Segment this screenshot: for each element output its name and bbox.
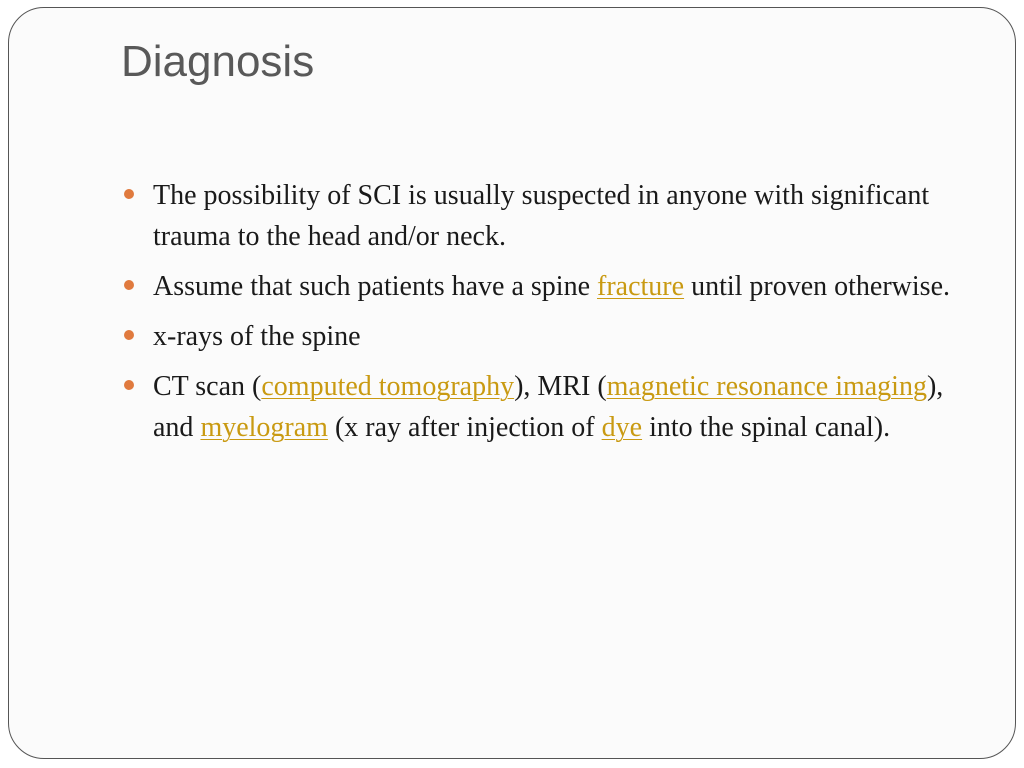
slide-title: Diagnosis bbox=[121, 37, 315, 86]
bullet-text: Assume that such patients have a spine bbox=[153, 271, 598, 302]
bullet-text: ), and bbox=[153, 371, 944, 443]
bullet-text: ), MRI ( bbox=[514, 371, 607, 402]
bullet-dot-icon bbox=[124, 280, 134, 290]
bullet-item-assume-fracture bbox=[122, 266, 952, 307]
bullet-list bbox=[122, 175, 952, 457]
dye-link[interactable]: dye bbox=[601, 412, 643, 443]
bullet-item-xrays bbox=[122, 316, 952, 357]
bullet-dot-icon bbox=[124, 189, 134, 199]
myelogram-link[interactable]: myelogram bbox=[200, 412, 328, 443]
computed-tomography-link[interactable]: computed tomography bbox=[261, 371, 515, 402]
fracture-link[interactable]: fracture bbox=[597, 271, 685, 302]
bullet-text: CT scan ( bbox=[153, 371, 262, 402]
magnetic-resonance-imaging-link[interactable]: magnetic resonance imaging bbox=[606, 371, 927, 402]
bullet-text: until proven otherwise. bbox=[684, 271, 951, 302]
bullet-item-sci-suspicion bbox=[122, 175, 952, 257]
bullet-text: (x ray after injection of bbox=[327, 412, 602, 443]
bullet-text: x-rays of the spine bbox=[153, 321, 361, 352]
bullet-text: into the spinal canal). bbox=[642, 412, 891, 443]
bullet-dot-icon bbox=[124, 380, 134, 390]
bullet-item-imaging bbox=[122, 366, 952, 448]
bullet-text: The possibility of SCI is usually suspected in anyone with significant trauma to the head and/or neck. bbox=[153, 180, 930, 252]
slide-frame bbox=[8, 7, 1016, 759]
bullet-dot-icon bbox=[124, 330, 134, 340]
